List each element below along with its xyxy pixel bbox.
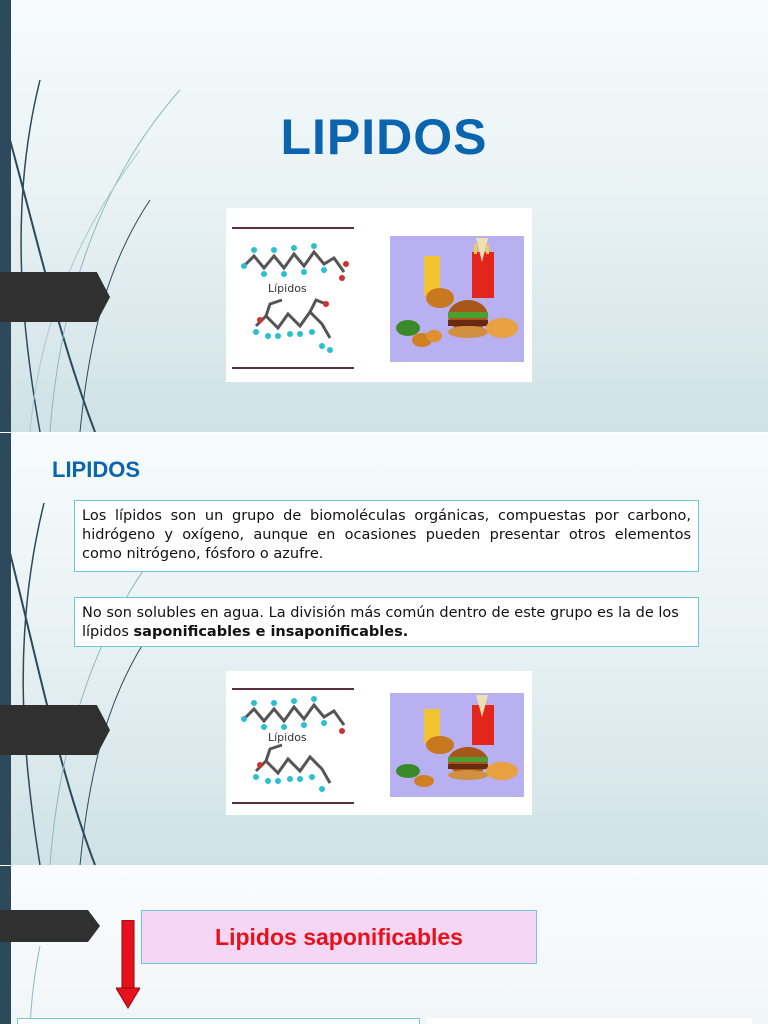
slide-saponifiable xyxy=(0,866,768,1024)
arrow-tab-shape xyxy=(0,910,100,942)
molecule-chain-icon xyxy=(241,696,345,792)
left-accent-bar xyxy=(0,433,11,865)
content-box-right xyxy=(427,1018,752,1024)
molecule-label: Lípidos xyxy=(268,731,307,744)
fast-food-picture xyxy=(390,236,524,362)
slide-title xyxy=(0,0,768,432)
lipids-illustration xyxy=(226,208,532,382)
arrow-tab-shape xyxy=(0,272,110,322)
molecule-chain-icon xyxy=(241,243,349,353)
down-arrow-icon xyxy=(116,920,140,1010)
slide-title-text: LIPIDOS xyxy=(280,109,488,165)
fast-food-picture xyxy=(390,693,524,797)
decorative-swoosh xyxy=(0,433,220,865)
left-accent-bar xyxy=(0,866,11,1024)
definition-textbox: Los lípidos son un grupo de biomoléculas orgánicas, compuestas por carbono, hidrógeno y oxígeno, aunque en ocasiones pueden presentar otros elementos como nitrógeno, fósforo o azufre. xyxy=(74,500,699,572)
solubility-text: No son solubles en agua. La división más común dentro de este grupo es la de los lípidos xyxy=(82,605,679,640)
section-heading: LIPIDOS xyxy=(52,457,141,482)
saponifiable-title-box: Lipidos saponificables xyxy=(141,910,537,964)
solubility-text-bold: saponificables e insaponificables. xyxy=(133,624,409,640)
arrow-tab-shape xyxy=(0,705,110,755)
decorative-swoosh xyxy=(0,866,120,1024)
slide-definition xyxy=(0,433,768,865)
decorative-swoosh xyxy=(0,0,220,432)
molecule-label: Lípidos xyxy=(268,282,307,295)
lipids-illustration xyxy=(226,671,532,815)
left-accent-bar xyxy=(0,0,11,432)
content-box-left xyxy=(17,1018,420,1024)
solubility-textbox xyxy=(74,597,699,647)
